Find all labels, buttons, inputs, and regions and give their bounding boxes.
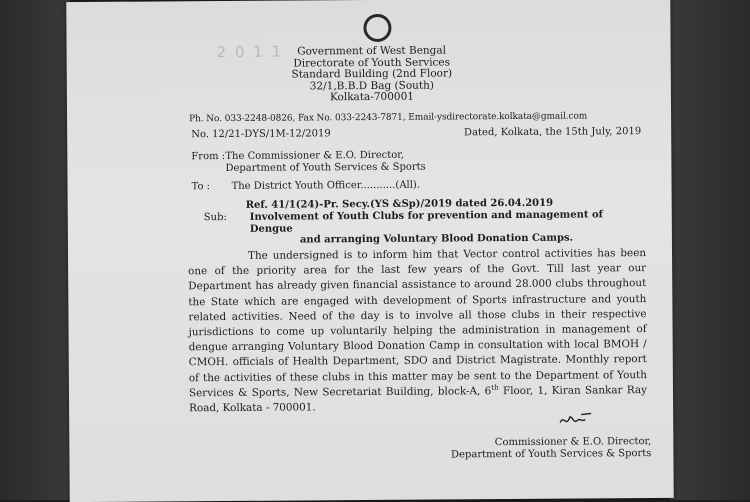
to-label: To : xyxy=(191,181,211,193)
memo-number: No. 12/21-DYS/1M-12/2019 xyxy=(191,128,331,141)
body-superscript: th xyxy=(491,383,499,392)
letterhead-directorate: Directorate of Youth Services xyxy=(293,55,451,70)
memo-row xyxy=(191,126,641,143)
signature-scribble xyxy=(557,408,597,430)
letterhead-government: Government of West Bengal xyxy=(297,44,447,58)
to-recipient: The District Youth Officer...........(All). xyxy=(231,179,421,192)
memo-date: Dated, Kolkata, the 15th July, 2019 xyxy=(463,126,642,139)
signatory-block xyxy=(441,436,651,461)
from-label: From : xyxy=(191,151,226,163)
letterhead-building: Standard Building (2nd Floor) xyxy=(291,67,453,81)
backdrop-right xyxy=(670,0,750,500)
faint-handwritten-mark: 2 0 1 1 xyxy=(216,42,284,62)
letter-page xyxy=(66,0,673,502)
body-text: The undersigned is to inform him that Vector control activities has been one of the priority area for the last few years of the Govt. Till last year our Department has already given financial assistance to around 28.000 clubs throughout the State which are engaged with development of Sports infrastructure and youth related activities. Need of the day is to involve all those clubs in their respective jurisdictions to come up voluntarily helping the administration in management of dengue arranging Voluntary Blood Donation Camp in consultation with local BMOH / CMOH. officials of Health Department, SDO and District Magistrate. Monthly report of the activities of these clubs in this matter may be sent to the Department of Youth Services & Sports, New Secretariat Building, block-A, 6 xyxy=(188,247,647,400)
reference-line: Ref. 41/1(24)-Pr. Secy.(YS &Sp)/2019 dated 26.04.2019 xyxy=(245,197,554,211)
subject-label: Sub: xyxy=(203,211,227,224)
body-tail: Floor, 1, Kiran Sankar Ray Road, Kolkata - 700001. xyxy=(189,383,648,415)
body-paragraph xyxy=(188,246,647,416)
from-line2: Department of Youth Services & Sports xyxy=(225,161,426,175)
letterhead-city: Kolkata-700001 xyxy=(329,90,414,104)
from-block xyxy=(191,149,491,175)
government-emblem-icon xyxy=(363,14,391,42)
letterhead-contact: Ph. No. 033-2248-0826, Fax No. 033-2243-7871, Email-ysdirectorate.kolkata@gmail.com xyxy=(189,111,588,125)
signatory-department: Department of Youth Services & Sports xyxy=(451,448,652,461)
signatory-title: Commissioner & E.O. Director, xyxy=(494,436,652,449)
subject-line1: Involvement of Youth Clubs for prevention and management of Dengue xyxy=(249,209,603,235)
subject-line2: and arranging Voluntary Blood Donation Camps. xyxy=(299,232,574,246)
from-line1: The Commissioner & E.O. Director, xyxy=(225,149,405,163)
to-block xyxy=(191,179,492,193)
letterhead-street: 32/1,B.B.D Bag (South) xyxy=(309,79,435,92)
letterhead xyxy=(247,45,497,104)
backdrop-left xyxy=(0,0,70,500)
